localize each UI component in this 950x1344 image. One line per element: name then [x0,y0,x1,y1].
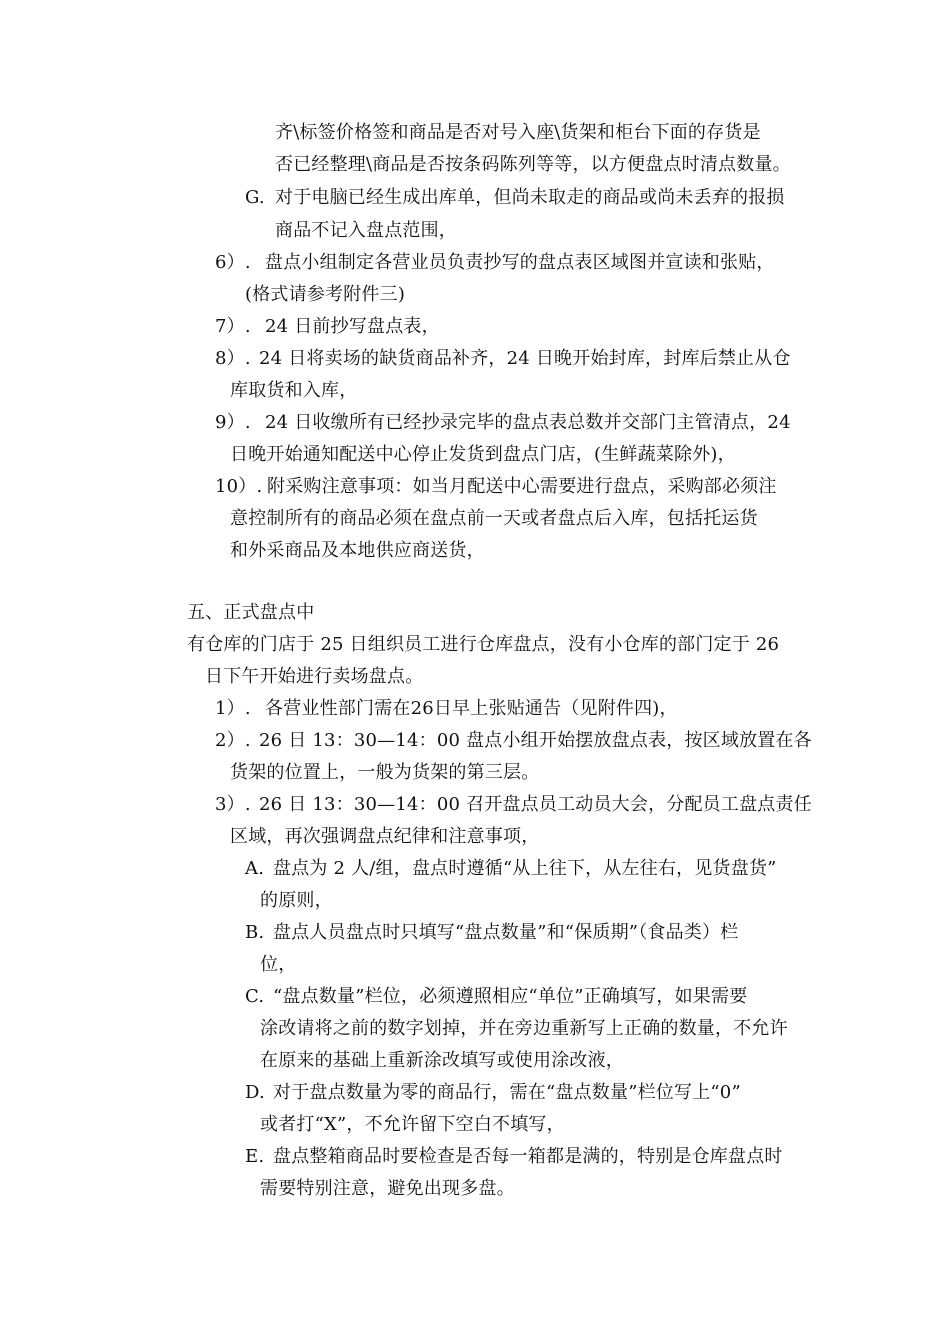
paragraph-line [187,633,779,657]
line-text: 盘点小组制定各营业员负责抄写的盘点表区域图并宣读和张贴， [265,252,775,273]
line-text: 26 日 13：30—14：00 盘点小组开始摆放盘点表，按区域放置在各 [259,730,812,751]
line-text: 各营业性部门需在26日早上张贴通告（见附件四)， [265,698,678,719]
text-line [260,889,333,913]
text-line [230,539,485,563]
line-text: 日下午开始进行卖场盘点。 [205,666,424,687]
list-marker: 3）. [215,794,251,815]
list-marker: C. [245,986,265,1007]
text-line [260,953,296,977]
line-text: 否已经整理\商品是否按条码陈列等等，以方便盘点时清点数量。 [275,154,791,175]
text-line [230,443,736,467]
line-text: 和外采商品及本地供应商送货， [230,540,485,561]
list-item [215,411,791,435]
list-marker: B. [245,922,265,943]
text-line [260,1017,788,1041]
line-text: 日晚开始通知配送中心停止发货到盘点门店，(生鲜蔬菜除外)， [230,444,736,465]
line-text: 对于盘点数量为零的商品行，需在“盘点数量”栏位写上“0” [273,1082,741,1103]
line-text: 附采购注意事项：如当月配送中心需要进行盘点，采购部必须注 [267,476,777,497]
text-line [275,219,457,243]
list-marker: 1）. [215,698,251,719]
line-text: 在原来的基础上重新涂改填写或使用涂改液， [260,1050,624,1071]
text-line [230,761,539,785]
line-text: 的原则， [260,890,333,911]
list-marker: D. [245,1082,265,1103]
list-item [215,729,812,753]
list-marker: 8）. [215,348,251,369]
list-item [215,475,777,499]
list-item [215,793,812,817]
section-heading-text: 五、正式盘点中 [187,602,315,623]
list-item [215,697,678,721]
text-line [275,121,761,145]
list-item [245,985,747,1009]
list-item [215,315,440,339]
text-line [245,283,405,307]
line-text: 库取货和入库， [230,380,358,401]
line-text: 26 日 13：30—14：00 召开盘点员工动员大会，分配员工盘点责任 [259,794,812,815]
text-line [230,507,758,531]
list-marker: E. [245,1146,265,1167]
line-text: 需要特别注意，避免出现多盘。 [260,1178,515,1199]
line-text: 盘点为 2 人/组，盘点时遵循“从上往下，从左往右，见货盘货” [273,858,777,879]
list-item [245,921,738,945]
list-item [245,186,785,210]
text-line [275,153,791,177]
list-item [215,251,775,275]
line-text: 位， [260,954,297,975]
text-line [230,825,539,849]
section-heading [187,601,314,625]
line-text: 区域，再次强调盘点纪律和注意事项， [230,826,540,847]
line-text: 齐\标签价格签和商品是否对号入座\货架和柜台下面的存货是 [275,122,761,143]
paragraph-line [205,665,423,689]
line-text: 24 日将卖场的缺货商品补齐，24 日晚开始封库，封库后禁止从仓 [259,348,791,369]
line-text: 意控制所有的商品必须在盘点前一天或者盘点后入库，包括托运货 [230,508,758,529]
list-marker: 6）. [215,252,251,273]
list-marker: 9）. [215,412,251,433]
line-text: 涂改请将之前的数字划掉，并在旁边重新写上正确的数量，不允许 [260,1018,788,1039]
list-item [245,1145,783,1169]
line-text: 或者打“X”，不允许留下空白不填写， [260,1114,565,1135]
text-line [260,1177,515,1201]
list-marker: 10）. [215,476,263,497]
line-text: “盘点数量”栏位，必须遵照相应“单位”正确填写，如果需要 [273,986,748,1007]
text-line [260,1049,624,1073]
line-text: (格式请参考附件三) [245,284,406,305]
list-item [245,857,777,881]
list-item [215,347,791,371]
list-marker: 2）. [215,730,251,751]
line-text: 24 日前抄写盘点表， [265,316,440,337]
list-marker: G. [245,187,265,208]
line-text: 24 日收缴所有已经抄录完毕的盘点表总数并交部门主管清点，24 [265,412,791,433]
line-text: 货架的位置上，一般为货架的第三层。 [230,762,540,783]
line-text: 对于电脑已经生成出库单，但尚未取走的商品或尚未丢弃的报损 [275,187,785,208]
line-text: 盘点整箱商品时要检查是否每一箱都是满的，特别是仓库盘点时 [273,1146,783,1167]
list-marker: A. [245,858,265,879]
line-text: 商品不记入盘点范围， [275,220,457,241]
list-item [245,1081,741,1105]
line-text: 盘点人员盘点时只填写“盘点数量”和“保质期”（食品类）栏 [273,922,739,943]
list-marker: 7）. [215,316,251,337]
text-line [230,379,357,403]
line-text: 有仓库的门店于 25 日组织员工进行仓库盘点，没有小仓库的部门定于 26 [187,634,780,655]
text-line [260,1113,565,1137]
